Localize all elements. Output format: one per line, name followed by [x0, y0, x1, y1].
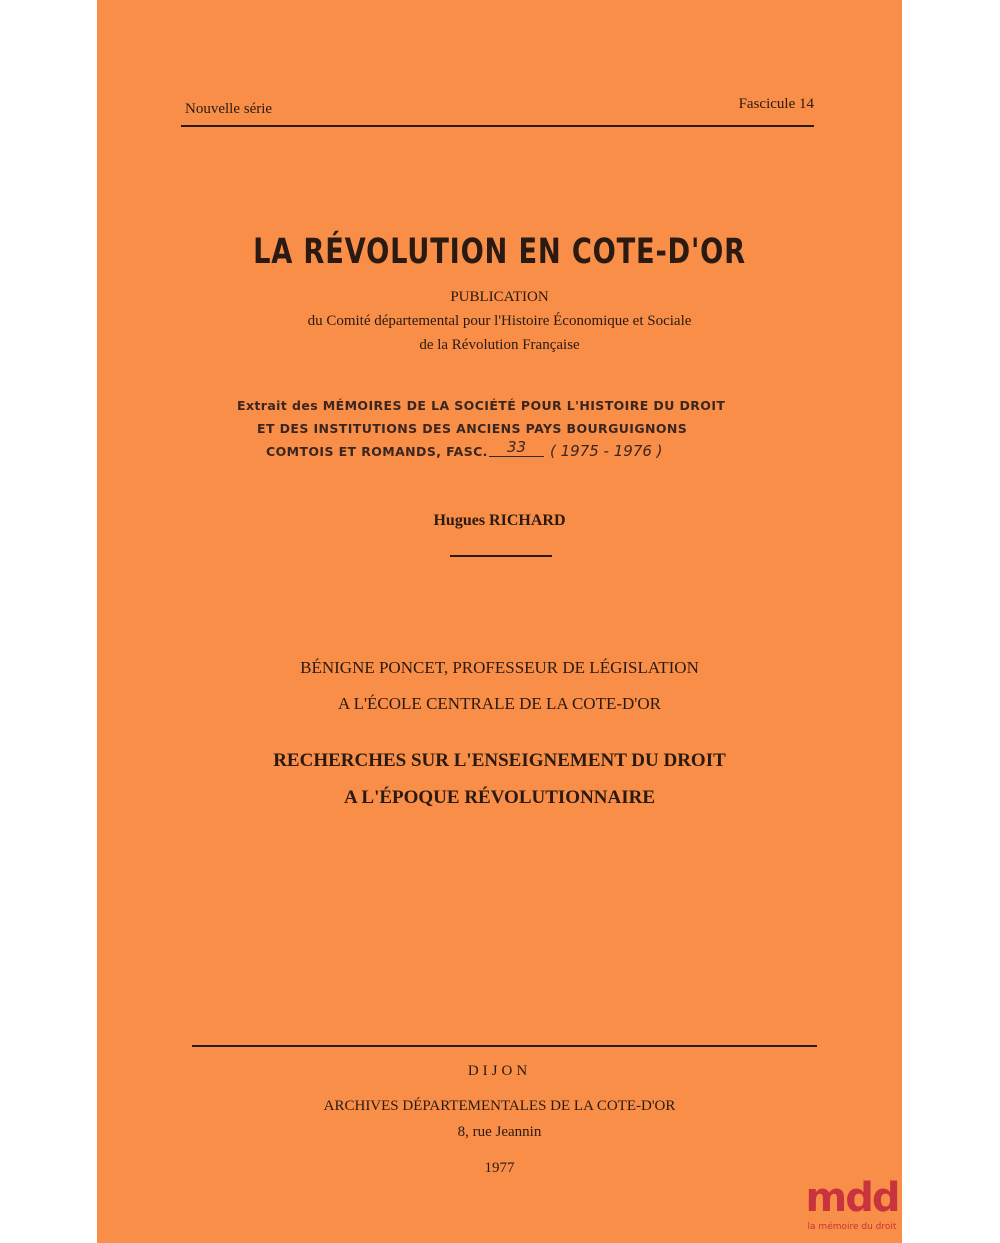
stamp-line-1: Extrait des MÉMOIRES DE LA SOCIÉTÉ POUR L'HISTOIRE DU DROIT — [237, 398, 726, 413]
author-divider — [450, 555, 552, 557]
subtitle-line-4: A L'ÉPOQUE RÉVOLUTIONNAIRE — [343, 787, 656, 808]
logo-mark: mdd — [805, 1175, 899, 1221]
subtitle-line-1: BÉNIGNE PONCET, PROFESSEUR DE LÉGISLATION — [300, 658, 699, 677]
subtitle-line-2: A L'ÉCOLE CENTRALE DE LA COTE-D'OR — [338, 694, 661, 713]
logo-tagline: la mémoire du droit — [807, 1222, 897, 1232]
mdd-logo — [802, 1175, 902, 1243]
stamp-fasc-number: 33 — [489, 438, 544, 457]
author-name: Hugues RICHARD — [433, 512, 566, 529]
stamp-line-2: ET DES INSTITUTIONS DES ANCIENS PAYS BOURGUIGNONS — [257, 421, 688, 436]
subtitle-line-3: RECHERCHES SUR L'ENSEIGNEMENT DU DROIT — [273, 750, 726, 771]
book-cover — [97, 0, 902, 1243]
header-divider — [181, 125, 814, 127]
publisher-name: ARCHIVES DÉPARTEMENTALES DE LA COTE-D'OR — [323, 1098, 676, 1114]
publisher-address: 8, rue Jeannin — [457, 1124, 542, 1140]
series-label: Nouvelle série — [185, 101, 273, 117]
footer-divider — [192, 1045, 817, 1047]
stamp-line-3: COMTOIS ET ROMANDS, FASC. — [266, 444, 488, 459]
publisher-city: DIJON — [467, 1063, 532, 1079]
publication-line-2: de la Révolution Française — [419, 337, 580, 353]
stamp-years: ( 1975 - 1976 ) — [550, 442, 663, 460]
publication-line-1: du Comité départemental pour l'Histoire Économique et Sociale — [307, 313, 692, 329]
main-title: LA RÉVOLUTION EN COTE-D'OR — [253, 232, 746, 272]
issue-label: Fascicule 14 — [738, 96, 814, 112]
publication-label: PUBLICATION — [450, 289, 549, 305]
publication-year: 1977 — [484, 1160, 515, 1176]
